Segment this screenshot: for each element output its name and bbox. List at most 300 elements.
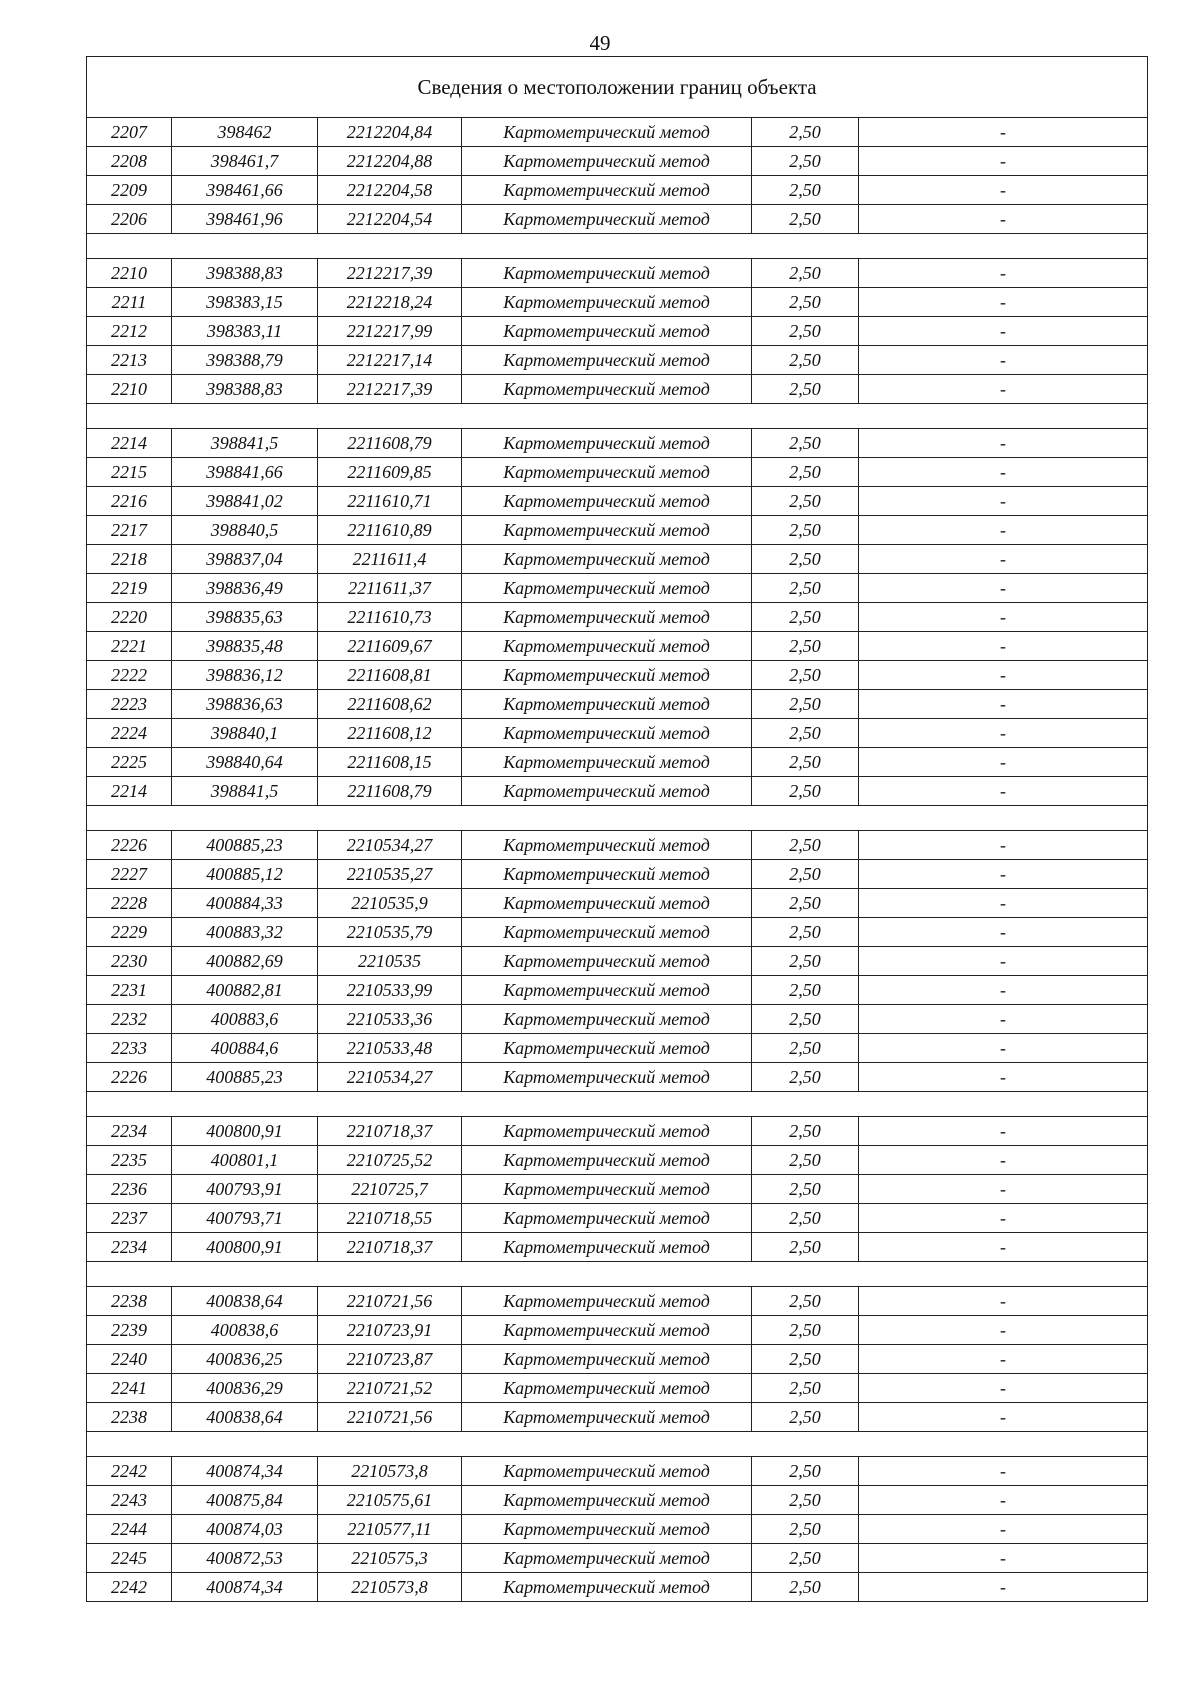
point-number-cell: 2208 bbox=[87, 147, 172, 176]
description-cell: - bbox=[859, 147, 1148, 176]
table-row bbox=[87, 375, 1148, 404]
description-cell: - bbox=[859, 777, 1148, 806]
accuracy-cell: 2,50 bbox=[752, 918, 859, 947]
description-cell: - bbox=[859, 860, 1148, 889]
x-coordinate-cell: 398836,63 bbox=[172, 690, 318, 719]
point-number-cell: 2236 bbox=[87, 1175, 172, 1204]
group-separator-cell bbox=[87, 806, 1148, 831]
point-number-cell: 2226 bbox=[87, 1063, 172, 1092]
method-cell: Картометрический метод bbox=[462, 205, 752, 234]
point-number-cell: 2233 bbox=[87, 1034, 172, 1063]
page-number: 49 bbox=[589, 31, 611, 55]
method-cell: Картометрический метод bbox=[462, 976, 752, 1005]
y-coordinate-cell: 2210573,8 bbox=[318, 1573, 462, 1602]
method-cell: Картометрический метод bbox=[462, 1063, 752, 1092]
group-separator-cell bbox=[87, 1092, 1148, 1117]
method-cell: Картометрический метод bbox=[462, 1374, 752, 1403]
accuracy-cell: 2,50 bbox=[752, 375, 859, 404]
method-cell: Картометрический метод bbox=[462, 719, 752, 748]
table-row bbox=[87, 429, 1148, 458]
method-cell: Картометрический метод bbox=[462, 1486, 752, 1515]
description-cell: - bbox=[859, 1403, 1148, 1432]
method-cell: Картометрический метод bbox=[462, 545, 752, 574]
y-coordinate-cell: 2210535,9 bbox=[318, 889, 462, 918]
point-number-cell: 2238 bbox=[87, 1287, 172, 1316]
y-coordinate-cell: 2210718,37 bbox=[318, 1117, 462, 1146]
method-cell: Картометрический метод bbox=[462, 1457, 752, 1486]
table-row bbox=[87, 176, 1148, 205]
method-cell: Картометрический метод bbox=[462, 632, 752, 661]
description-cell: - bbox=[859, 118, 1148, 147]
y-coordinate-cell: 2210534,27 bbox=[318, 831, 462, 860]
group-separator-row bbox=[87, 1092, 1148, 1117]
method-cell: Картометрический метод bbox=[462, 458, 752, 487]
table-row bbox=[87, 918, 1148, 947]
description-cell: - bbox=[859, 259, 1148, 288]
table-row bbox=[87, 1063, 1148, 1092]
group-separator-cell bbox=[87, 404, 1148, 429]
description-cell: - bbox=[859, 1175, 1148, 1204]
description-cell: - bbox=[859, 205, 1148, 234]
table-row bbox=[87, 889, 1148, 918]
point-number-cell: 2238 bbox=[87, 1403, 172, 1432]
x-coordinate-cell: 400801,1 bbox=[172, 1146, 318, 1175]
table-row bbox=[87, 205, 1148, 234]
accuracy-cell: 2,50 bbox=[752, 1005, 859, 1034]
accuracy-cell: 2,50 bbox=[752, 1486, 859, 1515]
x-coordinate-cell: 400793,91 bbox=[172, 1175, 318, 1204]
x-coordinate-cell: 398836,12 bbox=[172, 661, 318, 690]
y-coordinate-cell: 2210725,7 bbox=[318, 1175, 462, 1204]
group-separator-cell bbox=[87, 1262, 1148, 1287]
description-cell: - bbox=[859, 574, 1148, 603]
description-cell: - bbox=[859, 429, 1148, 458]
accuracy-cell: 2,50 bbox=[752, 889, 859, 918]
description-cell: - bbox=[859, 545, 1148, 574]
x-coordinate-cell: 398462 bbox=[172, 118, 318, 147]
y-coordinate-cell: 2211610,89 bbox=[318, 516, 462, 545]
table-row bbox=[87, 947, 1148, 976]
method-cell: Картометрический метод bbox=[462, 1544, 752, 1573]
description-cell: - bbox=[859, 317, 1148, 346]
point-number-cell: 2214 bbox=[87, 429, 172, 458]
accuracy-cell: 2,50 bbox=[752, 777, 859, 806]
y-coordinate-cell: 2210723,87 bbox=[318, 1345, 462, 1374]
method-cell: Картометрический метод bbox=[462, 777, 752, 806]
method-cell: Картометрический метод bbox=[462, 317, 752, 346]
point-number-cell: 2237 bbox=[87, 1204, 172, 1233]
accuracy-cell: 2,50 bbox=[752, 545, 859, 574]
table-title-row bbox=[87, 57, 1148, 118]
description-cell: - bbox=[859, 947, 1148, 976]
description-cell: - bbox=[859, 1457, 1148, 1486]
accuracy-cell: 2,50 bbox=[752, 317, 859, 346]
description-cell: - bbox=[859, 1287, 1148, 1316]
y-coordinate-cell: 2212204,54 bbox=[318, 205, 462, 234]
method-cell: Картометрический метод bbox=[462, 1287, 752, 1316]
y-coordinate-cell: 2212218,24 bbox=[318, 288, 462, 317]
accuracy-cell: 2,50 bbox=[752, 748, 859, 777]
description-cell: - bbox=[859, 1063, 1148, 1092]
group-separator-row bbox=[87, 806, 1148, 831]
method-cell: Картометрический метод bbox=[462, 947, 752, 976]
table-row bbox=[87, 1457, 1148, 1486]
method-cell: Картометрический метод bbox=[462, 1316, 752, 1345]
point-number-cell: 2242 bbox=[87, 1457, 172, 1486]
table-row bbox=[87, 1204, 1148, 1233]
y-coordinate-cell: 2210718,55 bbox=[318, 1204, 462, 1233]
x-coordinate-cell: 398388,83 bbox=[172, 259, 318, 288]
method-cell: Картометрический метод bbox=[462, 1034, 752, 1063]
table-row bbox=[87, 1316, 1148, 1345]
y-coordinate-cell: 2210721,52 bbox=[318, 1374, 462, 1403]
x-coordinate-cell: 398461,7 bbox=[172, 147, 318, 176]
table-row bbox=[87, 748, 1148, 777]
x-coordinate-cell: 400874,34 bbox=[172, 1457, 318, 1486]
method-cell: Картометрический метод bbox=[462, 661, 752, 690]
x-coordinate-cell: 398836,49 bbox=[172, 574, 318, 603]
description-cell: - bbox=[859, 1005, 1148, 1034]
method-cell: Картометрический метод bbox=[462, 118, 752, 147]
table-row bbox=[87, 976, 1148, 1005]
table-row bbox=[87, 632, 1148, 661]
x-coordinate-cell: 398841,5 bbox=[172, 777, 318, 806]
x-coordinate-cell: 400836,29 bbox=[172, 1374, 318, 1403]
point-number-cell: 2224 bbox=[87, 719, 172, 748]
x-coordinate-cell: 400838,64 bbox=[172, 1287, 318, 1316]
accuracy-cell: 2,50 bbox=[752, 947, 859, 976]
method-cell: Картометрический метод bbox=[462, 1515, 752, 1544]
y-coordinate-cell: 2211611,37 bbox=[318, 574, 462, 603]
x-coordinate-cell: 398835,63 bbox=[172, 603, 318, 632]
x-coordinate-cell: 400885,23 bbox=[172, 831, 318, 860]
table-row bbox=[87, 118, 1148, 147]
y-coordinate-cell: 2211608,79 bbox=[318, 429, 462, 458]
method-cell: Картометрический метод bbox=[462, 1233, 752, 1262]
method-cell: Картометрический метод bbox=[462, 487, 752, 516]
x-coordinate-cell: 398840,5 bbox=[172, 516, 318, 545]
description-cell: - bbox=[859, 1233, 1148, 1262]
y-coordinate-cell: 2210573,8 bbox=[318, 1457, 462, 1486]
description-cell: - bbox=[859, 661, 1148, 690]
x-coordinate-cell: 400836,25 bbox=[172, 1345, 318, 1374]
method-cell: Картометрический метод bbox=[462, 860, 752, 889]
method-cell: Картометрический метод bbox=[462, 176, 752, 205]
description-cell: - bbox=[859, 1034, 1148, 1063]
y-coordinate-cell: 2210721,56 bbox=[318, 1403, 462, 1432]
point-number-cell: 2230 bbox=[87, 947, 172, 976]
method-cell: Картометрический метод bbox=[462, 574, 752, 603]
method-cell: Картометрический метод bbox=[462, 831, 752, 860]
description-cell: - bbox=[859, 176, 1148, 205]
description-cell: - bbox=[859, 719, 1148, 748]
y-coordinate-cell: 2212204,84 bbox=[318, 118, 462, 147]
method-cell: Картометрический метод bbox=[462, 1345, 752, 1374]
x-coordinate-cell: 398837,04 bbox=[172, 545, 318, 574]
point-number-cell: 2215 bbox=[87, 458, 172, 487]
point-number-cell: 2209 bbox=[87, 176, 172, 205]
accuracy-cell: 2,50 bbox=[752, 1345, 859, 1374]
y-coordinate-cell: 2210575,3 bbox=[318, 1544, 462, 1573]
accuracy-cell: 2,50 bbox=[752, 976, 859, 1005]
accuracy-cell: 2,50 bbox=[752, 632, 859, 661]
table-row bbox=[87, 719, 1148, 748]
description-cell: - bbox=[859, 748, 1148, 777]
method-cell: Картометрический метод bbox=[462, 748, 752, 777]
table-row bbox=[87, 831, 1148, 860]
point-number-cell: 2239 bbox=[87, 1316, 172, 1345]
point-number-cell: 2223 bbox=[87, 690, 172, 719]
x-coordinate-cell: 400875,84 bbox=[172, 1486, 318, 1515]
method-cell: Картометрический метод bbox=[462, 288, 752, 317]
y-coordinate-cell: 2210577,11 bbox=[318, 1515, 462, 1544]
y-coordinate-cell: 2211608,15 bbox=[318, 748, 462, 777]
point-number-cell: 2231 bbox=[87, 976, 172, 1005]
description-cell: - bbox=[859, 1374, 1148, 1403]
accuracy-cell: 2,50 bbox=[752, 1515, 859, 1544]
method-cell: Картометрический метод bbox=[462, 429, 752, 458]
x-coordinate-cell: 398840,64 bbox=[172, 748, 318, 777]
y-coordinate-cell: 2210575,61 bbox=[318, 1486, 462, 1515]
description-cell: - bbox=[859, 487, 1148, 516]
accuracy-cell: 2,50 bbox=[752, 346, 859, 375]
accuracy-cell: 2,50 bbox=[752, 1146, 859, 1175]
y-coordinate-cell: 2210723,91 bbox=[318, 1316, 462, 1345]
point-number-cell: 2212 bbox=[87, 317, 172, 346]
table-row bbox=[87, 777, 1148, 806]
y-coordinate-cell: 2211610,73 bbox=[318, 603, 462, 632]
point-number-cell: 2227 bbox=[87, 860, 172, 889]
group-separator-row bbox=[87, 1262, 1148, 1287]
x-coordinate-cell: 400885,23 bbox=[172, 1063, 318, 1092]
point-number-cell: 2232 bbox=[87, 1005, 172, 1034]
table-row bbox=[87, 259, 1148, 288]
x-coordinate-cell: 400883,6 bbox=[172, 1005, 318, 1034]
table-row bbox=[87, 1486, 1148, 1515]
x-coordinate-cell: 400874,34 bbox=[172, 1573, 318, 1602]
table-row bbox=[87, 1146, 1148, 1175]
x-coordinate-cell: 398841,5 bbox=[172, 429, 318, 458]
description-cell: - bbox=[859, 1345, 1148, 1374]
accuracy-cell: 2,50 bbox=[752, 1374, 859, 1403]
accuracy-cell: 2,50 bbox=[752, 176, 859, 205]
y-coordinate-cell: 2212217,39 bbox=[318, 375, 462, 404]
accuracy-cell: 2,50 bbox=[752, 719, 859, 748]
table-title: Сведения о местоположении границ объекта bbox=[87, 57, 1148, 118]
method-cell: Картометрический метод bbox=[462, 346, 752, 375]
accuracy-cell: 2,50 bbox=[752, 1316, 859, 1345]
description-cell: - bbox=[859, 889, 1148, 918]
table-row bbox=[87, 1403, 1148, 1432]
group-separator-row bbox=[87, 1432, 1148, 1457]
accuracy-cell: 2,50 bbox=[752, 118, 859, 147]
accuracy-cell: 2,50 bbox=[752, 259, 859, 288]
x-coordinate-cell: 400882,81 bbox=[172, 976, 318, 1005]
point-number-cell: 2241 bbox=[87, 1374, 172, 1403]
description-cell: - bbox=[859, 375, 1148, 404]
description-cell: - bbox=[859, 976, 1148, 1005]
x-coordinate-cell: 398461,66 bbox=[172, 176, 318, 205]
accuracy-cell: 2,50 bbox=[752, 487, 859, 516]
method-cell: Картометрический метод bbox=[462, 147, 752, 176]
table-row bbox=[87, 346, 1148, 375]
table-row bbox=[87, 1233, 1148, 1262]
y-coordinate-cell: 2212217,14 bbox=[318, 346, 462, 375]
table-row bbox=[87, 317, 1148, 346]
accuracy-cell: 2,50 bbox=[752, 1204, 859, 1233]
y-coordinate-cell: 2210725,52 bbox=[318, 1146, 462, 1175]
x-coordinate-cell: 400874,03 bbox=[172, 1515, 318, 1544]
table-row bbox=[87, 545, 1148, 574]
accuracy-cell: 2,50 bbox=[752, 1457, 859, 1486]
x-coordinate-cell: 398835,48 bbox=[172, 632, 318, 661]
point-number-cell: 2211 bbox=[87, 288, 172, 317]
description-cell: - bbox=[859, 1204, 1148, 1233]
x-coordinate-cell: 400838,64 bbox=[172, 1403, 318, 1432]
table-row bbox=[87, 1117, 1148, 1146]
point-number-cell: 2222 bbox=[87, 661, 172, 690]
y-coordinate-cell: 2211608,81 bbox=[318, 661, 462, 690]
y-coordinate-cell: 2212204,58 bbox=[318, 176, 462, 205]
method-cell: Картометрический метод bbox=[462, 1117, 752, 1146]
description-cell: - bbox=[859, 1316, 1148, 1345]
table-row bbox=[87, 487, 1148, 516]
table-row bbox=[87, 1175, 1148, 1204]
description-cell: - bbox=[859, 1486, 1148, 1515]
y-coordinate-cell: 2210721,56 bbox=[318, 1287, 462, 1316]
point-number-cell: 2228 bbox=[87, 889, 172, 918]
x-coordinate-cell: 398388,79 bbox=[172, 346, 318, 375]
method-cell: Картометрический метод bbox=[462, 1573, 752, 1602]
y-coordinate-cell: 2211610,71 bbox=[318, 487, 462, 516]
table-row bbox=[87, 860, 1148, 889]
method-cell: Картометрический метод bbox=[462, 690, 752, 719]
method-cell: Картометрический метод bbox=[462, 1146, 752, 1175]
description-cell: - bbox=[859, 918, 1148, 947]
table-row bbox=[87, 661, 1148, 690]
y-coordinate-cell: 2210533,99 bbox=[318, 976, 462, 1005]
point-number-cell: 2245 bbox=[87, 1544, 172, 1573]
accuracy-cell: 2,50 bbox=[752, 831, 859, 860]
point-number-cell: 2235 bbox=[87, 1146, 172, 1175]
table-row bbox=[87, 1544, 1148, 1573]
description-cell: - bbox=[859, 690, 1148, 719]
point-number-cell: 2244 bbox=[87, 1515, 172, 1544]
y-coordinate-cell: 2210718,37 bbox=[318, 1233, 462, 1262]
x-coordinate-cell: 400872,53 bbox=[172, 1544, 318, 1573]
x-coordinate-cell: 398841,02 bbox=[172, 487, 318, 516]
x-coordinate-cell: 400800,91 bbox=[172, 1117, 318, 1146]
accuracy-cell: 2,50 bbox=[752, 516, 859, 545]
description-cell: - bbox=[859, 516, 1148, 545]
description-cell: - bbox=[859, 632, 1148, 661]
accuracy-cell: 2,50 bbox=[752, 429, 859, 458]
y-coordinate-cell: 2210535 bbox=[318, 947, 462, 976]
y-coordinate-cell: 2211608,12 bbox=[318, 719, 462, 748]
y-coordinate-cell: 2211609,85 bbox=[318, 458, 462, 487]
point-number-cell: 2240 bbox=[87, 1345, 172, 1374]
x-coordinate-cell: 398841,66 bbox=[172, 458, 318, 487]
description-cell: - bbox=[859, 1573, 1148, 1602]
accuracy-cell: 2,50 bbox=[752, 1034, 859, 1063]
point-number-cell: 2216 bbox=[87, 487, 172, 516]
method-cell: Картометрический метод bbox=[462, 375, 752, 404]
description-cell: - bbox=[859, 346, 1148, 375]
point-number-cell: 2234 bbox=[87, 1233, 172, 1262]
y-coordinate-cell: 2210535,27 bbox=[318, 860, 462, 889]
point-number-cell: 2217 bbox=[87, 516, 172, 545]
group-separator-row bbox=[87, 404, 1148, 429]
accuracy-cell: 2,50 bbox=[752, 1403, 859, 1432]
point-number-cell: 2220 bbox=[87, 603, 172, 632]
y-coordinate-cell: 2211608,62 bbox=[318, 690, 462, 719]
table-row bbox=[87, 147, 1148, 176]
point-number-cell: 2210 bbox=[87, 375, 172, 404]
y-coordinate-cell: 2212204,88 bbox=[318, 147, 462, 176]
method-cell: Картометрический метод bbox=[462, 516, 752, 545]
accuracy-cell: 2,50 bbox=[752, 205, 859, 234]
point-number-cell: 2225 bbox=[87, 748, 172, 777]
method-cell: Картометрический метод bbox=[462, 1005, 752, 1034]
table-row bbox=[87, 1345, 1148, 1374]
description-cell: - bbox=[859, 1544, 1148, 1573]
y-coordinate-cell: 2211608,79 bbox=[318, 777, 462, 806]
table-row bbox=[87, 603, 1148, 632]
x-coordinate-cell: 398461,96 bbox=[172, 205, 318, 234]
table-row bbox=[87, 1374, 1148, 1403]
method-cell: Картометрический метод bbox=[462, 889, 752, 918]
point-number-cell: 2234 bbox=[87, 1117, 172, 1146]
group-separator-cell bbox=[87, 1432, 1148, 1457]
description-cell: - bbox=[859, 1515, 1148, 1544]
table-row bbox=[87, 1287, 1148, 1316]
x-coordinate-cell: 400885,12 bbox=[172, 860, 318, 889]
x-coordinate-cell: 400884,33 bbox=[172, 889, 318, 918]
point-number-cell: 2218 bbox=[87, 545, 172, 574]
accuracy-cell: 2,50 bbox=[752, 1573, 859, 1602]
description-cell: - bbox=[859, 1117, 1148, 1146]
method-cell: Картометрический метод bbox=[462, 918, 752, 947]
y-coordinate-cell: 2212217,39 bbox=[318, 259, 462, 288]
point-number-cell: 2207 bbox=[87, 118, 172, 147]
group-separator-row bbox=[87, 234, 1148, 259]
x-coordinate-cell: 398388,83 bbox=[172, 375, 318, 404]
x-coordinate-cell: 398840,1 bbox=[172, 719, 318, 748]
x-coordinate-cell: 398383,15 bbox=[172, 288, 318, 317]
accuracy-cell: 2,50 bbox=[752, 1233, 859, 1262]
description-cell: - bbox=[859, 458, 1148, 487]
accuracy-cell: 2,50 bbox=[752, 1175, 859, 1204]
accuracy-cell: 2,50 bbox=[752, 574, 859, 603]
description-cell: - bbox=[859, 288, 1148, 317]
x-coordinate-cell: 400883,32 bbox=[172, 918, 318, 947]
accuracy-cell: 2,50 bbox=[752, 661, 859, 690]
point-number-cell: 2214 bbox=[87, 777, 172, 806]
point-number-cell: 2206 bbox=[87, 205, 172, 234]
x-coordinate-cell: 400793,71 bbox=[172, 1204, 318, 1233]
table-row bbox=[87, 288, 1148, 317]
accuracy-cell: 2,50 bbox=[752, 288, 859, 317]
y-coordinate-cell: 2211611,4 bbox=[318, 545, 462, 574]
accuracy-cell: 2,50 bbox=[752, 1287, 859, 1316]
point-number-cell: 2226 bbox=[87, 831, 172, 860]
table-row bbox=[87, 1034, 1148, 1063]
y-coordinate-cell: 2210535,79 bbox=[318, 918, 462, 947]
table-row bbox=[87, 1573, 1148, 1602]
y-coordinate-cell: 2210533,36 bbox=[318, 1005, 462, 1034]
point-number-cell: 2210 bbox=[87, 259, 172, 288]
x-coordinate-cell: 400838,6 bbox=[172, 1316, 318, 1345]
